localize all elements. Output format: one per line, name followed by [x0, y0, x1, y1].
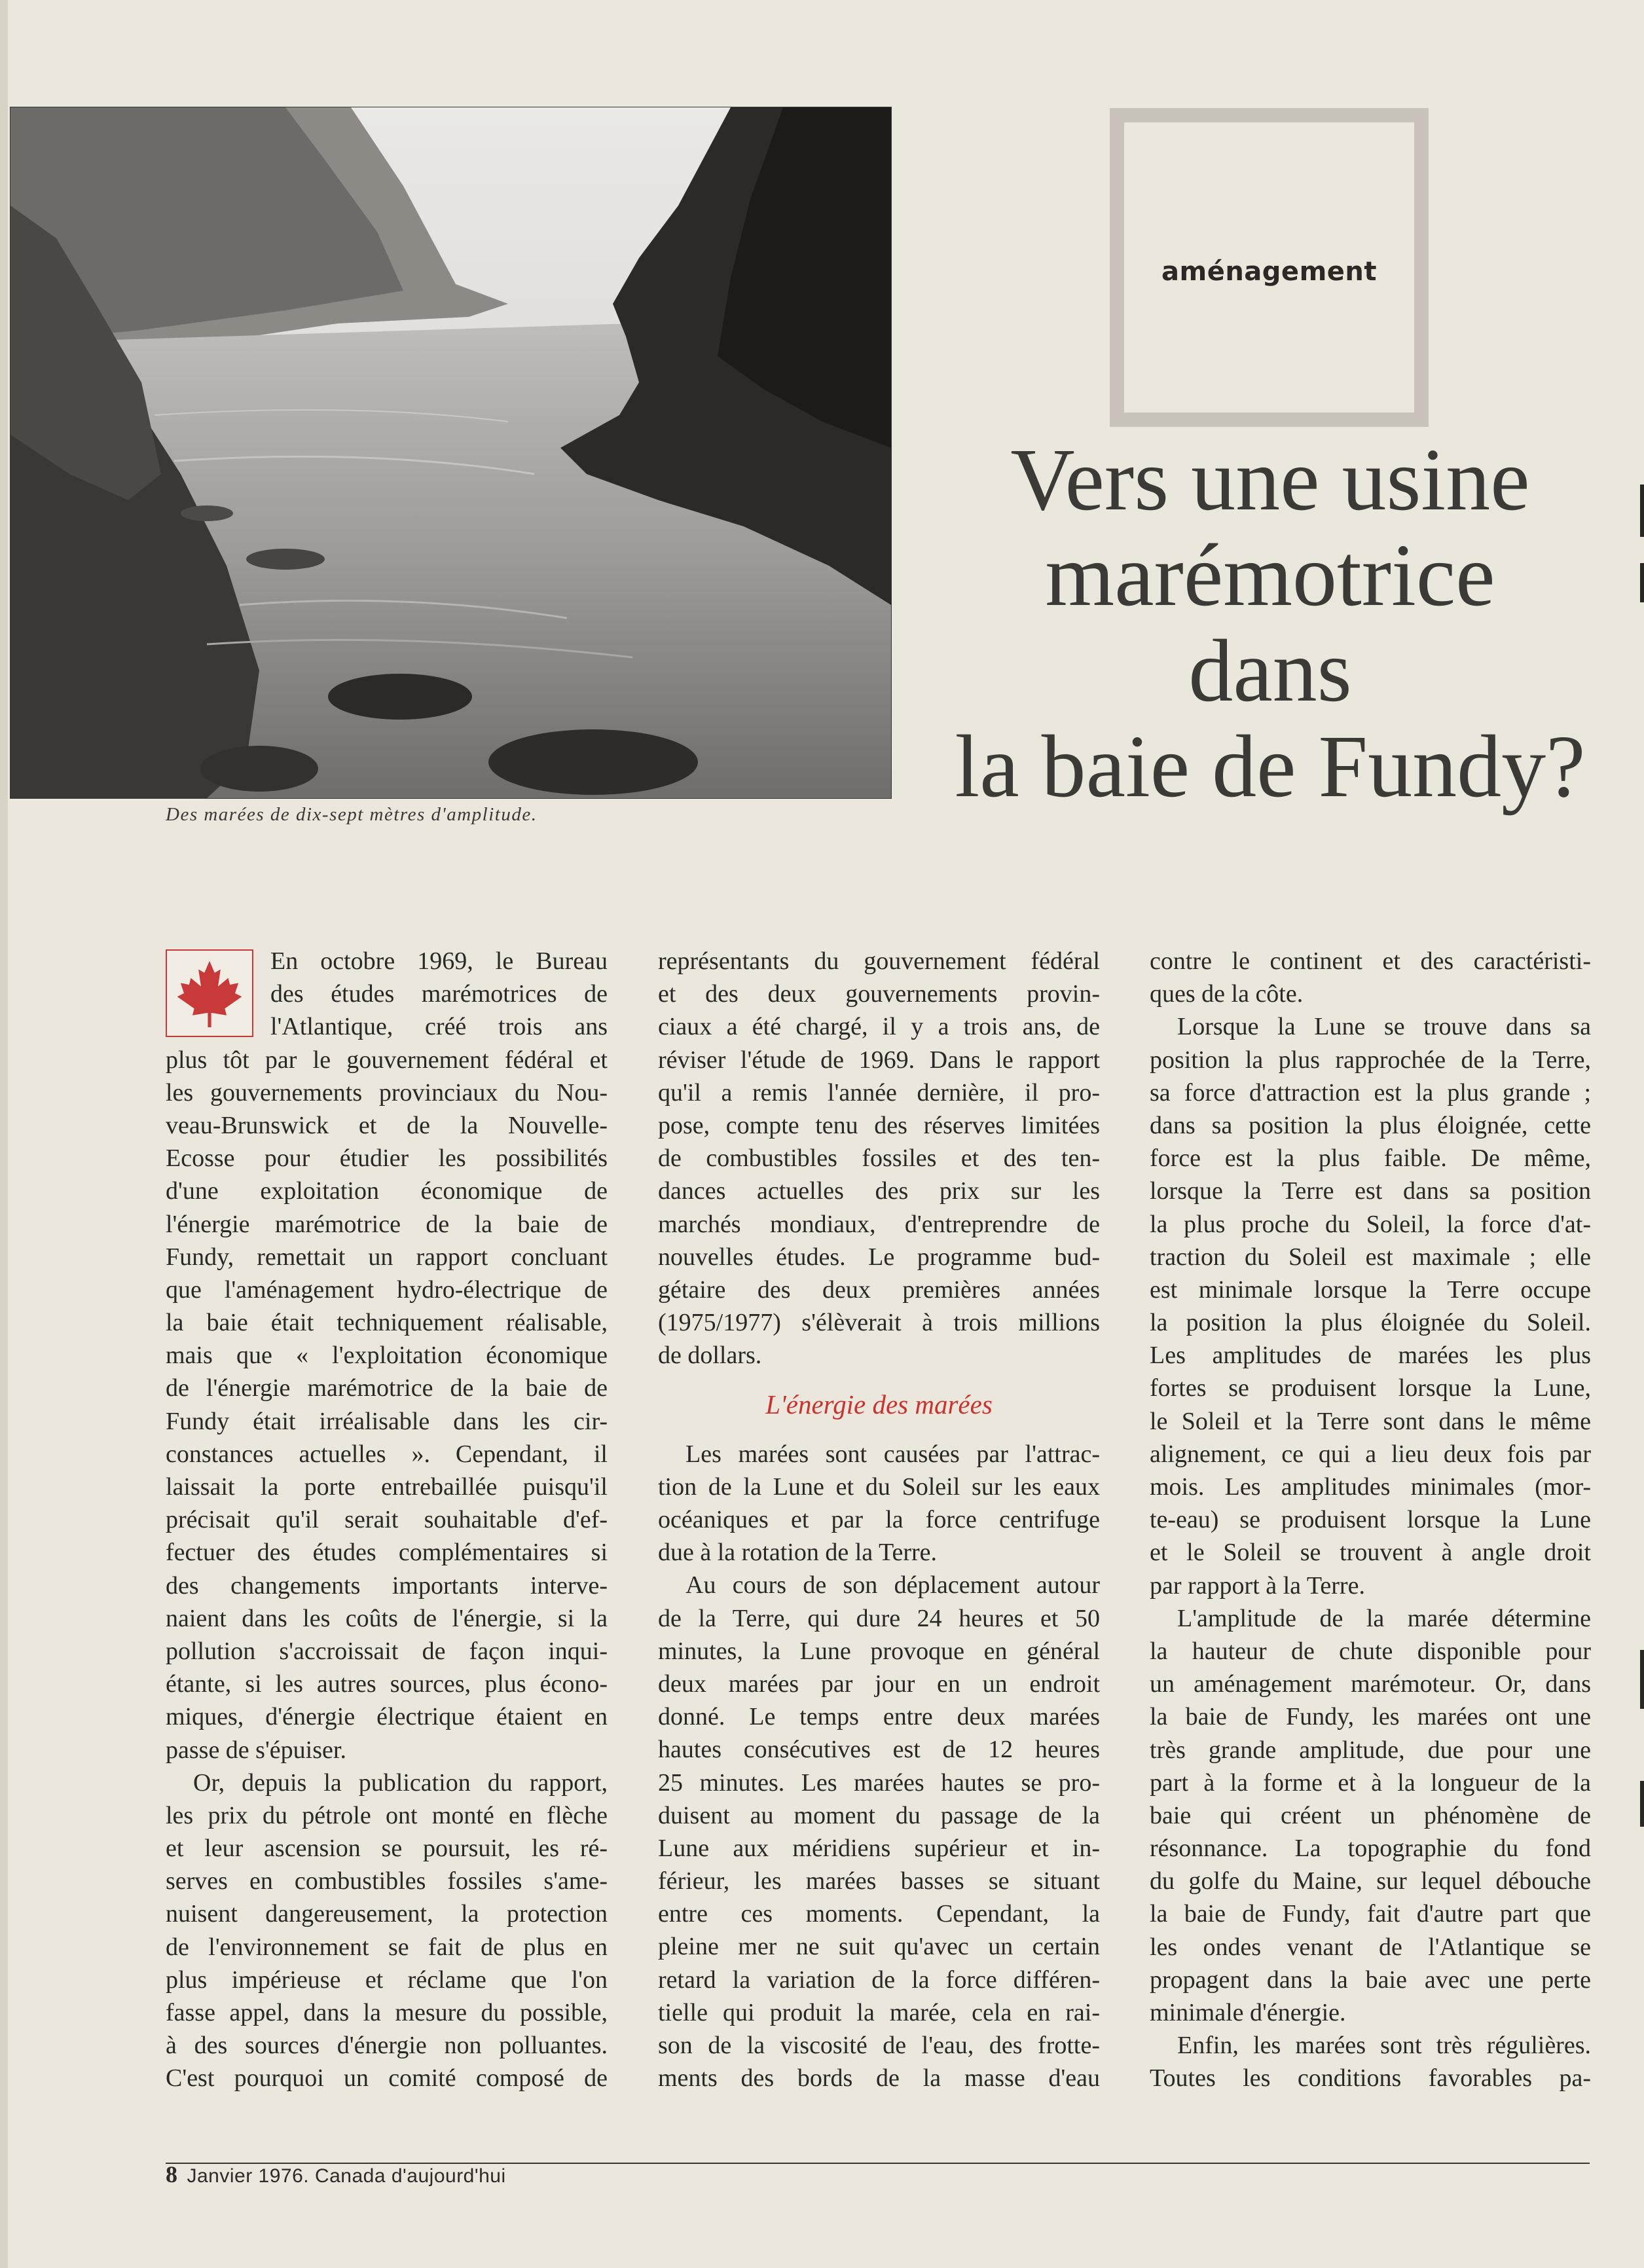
- body-text-line: ments des bords de la masse d'eau: [658, 2064, 1100, 2093]
- body-text-line: les gouvernements provinciaux du Nou-: [166, 1078, 608, 1107]
- body-text-line: pleine mer ne suit qu'avec un certain: [658, 1933, 1100, 1961]
- body-text-line: Or, depuis la publication du rapport,: [193, 1768, 608, 1797]
- article-column-3: [1150, 945, 1591, 2095]
- body-text-line: contre le continent et des caractéristi-: [1150, 947, 1591, 975]
- body-text-line: d'une exploitation économique de: [166, 1177, 608, 1205]
- body-text-line: lorsque la Terre est dans sa position: [1150, 1177, 1591, 1205]
- body-text-line: la baie de Fundy, fait d'autre part que: [1150, 1900, 1591, 1928]
- body-text-line: la position la plus éloignée du Soleil.: [1150, 1309, 1591, 1337]
- page-edge-mark: [1640, 485, 1644, 537]
- body-text-line: Ecosse pour étudier les possibilités: [166, 1144, 608, 1173]
- body-text-line: traction du Soleil est maximale ; elle: [1150, 1243, 1591, 1271]
- body-text-line: Fundy, remettait un rapport concluant: [166, 1243, 608, 1271]
- body-text-line: l'énergie marémotrice de la baie de: [166, 1210, 608, 1238]
- body-text-line: la baie était techniquement réalisable,: [166, 1309, 608, 1337]
- body-text-line: [658, 1421, 1100, 1438]
- body-text-line: du golfe du Maine, sur lequel débouche: [1150, 1867, 1591, 1895]
- body-text-line: gétaire des deux premières années: [658, 1275, 1100, 1304]
- body-text-line: mais que « l'exploitation économique: [166, 1342, 608, 1370]
- body-text-line: serves en combustibles fossiles s'ame-: [166, 1867, 608, 1895]
- body-text-line: le Soleil et la Terre sont dans le même: [1150, 1407, 1591, 1435]
- body-text-line: C'est pourquoi un comité composé de: [166, 2064, 608, 2093]
- title-line: Vers une usine: [1010, 431, 1530, 529]
- body-text-line: entre ces moments. Cependant, la: [658, 1900, 1100, 1928]
- body-text-line: la baie de Fundy, les marées ont une: [1150, 1703, 1591, 1731]
- title-line: la baie de Fundy?: [955, 718, 1586, 816]
- page-edge-mark: [1640, 1781, 1644, 1827]
- body-text-line: deux marées par jour en un endroit: [658, 1670, 1100, 1698]
- body-text-line: océaniques et par la force centrifuge: [658, 1506, 1100, 1533]
- page-footer: [166, 2161, 506, 2188]
- body-text-line: très grande amplitude, due pour une: [1150, 1736, 1591, 1764]
- body-text-line: position la plus rapprochée de la Terre,: [1150, 1046, 1591, 1074]
- body-text-line: les ondes venant de l'Atlantique se: [1150, 1933, 1591, 1961]
- body-text-line: force est la plus faible. De même,: [1150, 1144, 1591, 1173]
- body-text-line: miques, d'énergie électrique étaient en: [166, 1703, 608, 1731]
- body-text-line: ciaux a été chargé, il y a trois ans, de: [658, 1013, 1100, 1041]
- body-text-line: donné. Le temps entre deux marées: [658, 1703, 1100, 1731]
- body-text-line: fectuer des études complémentaires si: [166, 1539, 608, 1567]
- subheading: L'énergie des marées: [765, 1389, 993, 1420]
- body-text-line: Toutes les conditions favorables pa-: [1150, 2064, 1591, 2093]
- body-text-line: Fundy était irréalisable dans les cir-: [166, 1407, 608, 1435]
- body-text-line: que l'aménagement hydro-électrique de: [166, 1275, 608, 1304]
- body-text-line: plus tôt par le gouvernement fédéral et: [166, 1046, 608, 1074]
- body-text-line: te-eau) se produisent lorsque la Lune: [1150, 1506, 1591, 1534]
- body-text-line: minimale d'énergie.: [1150, 1999, 1346, 2026]
- body-text-line: qu'il a remis l'année dernière, il pro-: [658, 1078, 1100, 1107]
- coastal-photo: [10, 107, 892, 799]
- page-edge-mark: [1640, 1650, 1644, 1709]
- body-text-line: naient dans les coûts de l'énergie, si la: [166, 1604, 608, 1632]
- body-text-line: nuisent dangereusement, la protection: [166, 1900, 608, 1928]
- body-text-line: Lorsque la Lune se trouve dans sa: [1177, 1013, 1591, 1041]
- body-text-line: et leur ascension se poursuit, les ré-: [166, 1835, 608, 1863]
- article-title: [923, 432, 1617, 814]
- body-text-line: ques de la côte.: [1150, 980, 1304, 1008]
- body-text-line: par rapport à la Terre.: [1150, 1571, 1365, 1600]
- body-text-line: laissait la porte entrebaillée puisqu'il: [166, 1473, 608, 1501]
- body-text-line: de l'énergie marémotrice de la baie de: [166, 1374, 608, 1402]
- body-text-line: passe de s'épuiser.: [166, 1736, 346, 1764]
- body-text-line: la plus proche du Soleil, la force d'at-: [1150, 1210, 1591, 1238]
- body-text-line: hautes consécutives est de 12 heures: [658, 1736, 1100, 1764]
- body-text-line: et le Soleil se trouvent à angle droit: [1150, 1539, 1591, 1567]
- body-text-line: tion de la Lune et du Soleil sur les eaux: [658, 1472, 1100, 1501]
- body-text-line: les prix du pétrole ont monté en flèche: [166, 1801, 608, 1829]
- body-text-line: de l'environnement se fait de plus en: [166, 1933, 608, 1961]
- body-text-line: mois. Les amplitudes minimales (mor-: [1150, 1473, 1591, 1501]
- body-text-line: des changements importants interve-: [166, 1571, 608, 1600]
- body-text-line: résonnance. La topographie du fond: [1150, 1835, 1591, 1863]
- body-text-line: retard la variation de la force différen-: [658, 1966, 1100, 1994]
- body-text-line: des études marémotrices de: [270, 980, 608, 1008]
- body-text-line: son de la viscosité de l'eau, des frotte-: [658, 2032, 1100, 2059]
- body-text-line: duisent au moment du passage de la: [658, 1801, 1100, 1829]
- body-text-line: veau-Brunswick et de la Nouvelle-: [166, 1111, 608, 1139]
- page-edge: [0, 0, 8, 2268]
- section-box: [1110, 108, 1429, 427]
- body-text-line: marchés mondiaux, d'entreprendre de: [658, 1210, 1100, 1238]
- body-text-line: dances actuelles des prix sur les: [658, 1177, 1100, 1205]
- page-number: 8: [166, 2161, 178, 2187]
- body-text-line: est minimale lorsque la Terre occupe: [1150, 1275, 1591, 1304]
- body-text-line: nouvelles études. Le programme bud-: [658, 1243, 1100, 1271]
- body-text-line: alignement, ce qui a lieu deux fois par: [1150, 1440, 1591, 1468]
- article-column-1: [166, 945, 608, 2095]
- page-edge-mark: [1640, 563, 1644, 602]
- body-text-line: L'amplitude de la marée détermine: [1177, 1604, 1591, 1632]
- body-text-line: représentants du gouvernement fédéral: [658, 947, 1100, 975]
- body-text-line: constances actuelles ». Cependant, il: [166, 1440, 608, 1468]
- footer-text: Janvier 1976. Canada d'aujourd'hui: [187, 2165, 506, 2187]
- body-text-line: Les amplitudes de marées les plus: [1150, 1342, 1591, 1370]
- body-text-line: Enfin, les marées sont très régulières.: [1177, 2032, 1591, 2060]
- body-text-line: part à la forme et à la longueur de la: [1150, 1768, 1591, 1797]
- article-column-2: [658, 945, 1100, 2094]
- body-text-line: En octobre 1969, le Bureau: [270, 947, 608, 975]
- section-label: aménagement: [1161, 257, 1377, 287]
- body-text-line: [658, 1372, 1100, 1388]
- body-text-line: étante, si les autres sources, plus écono-: [166, 1670, 608, 1698]
- body-text-line: la hauteur de chute disponible pour: [1150, 1637, 1591, 1665]
- body-text-line: pollution s'accroissait de façon inqui-: [166, 1637, 608, 1665]
- body-text-line: de combustibles fossiles et des ten-: [658, 1144, 1100, 1173]
- body-text-line: fortes se produisent lorsque la Lune,: [1150, 1374, 1591, 1402]
- body-text-line: dans sa position la plus éloignée, cette: [1150, 1111, 1591, 1139]
- body-text-line: et des deux gouvernements provin-: [658, 980, 1100, 1008]
- photo-caption: Des marées de dix-sept mètres d'amplitude.: [166, 804, 538, 825]
- body-text-line: plus impérieuse et réclame que l'on: [166, 1966, 608, 1994]
- body-text-line: de la Terre, qui dure 24 heures et 50: [658, 1604, 1100, 1632]
- body-text-line: l'Atlantique, créé trois ans: [270, 1013, 608, 1041]
- body-text-line: fasse appel, dans la mesure du possible,: [166, 1999, 608, 2026]
- body-text-line: un aménagement marémoteur. Or, dans: [1150, 1670, 1591, 1698]
- body-text-line: pose, compte tenu des réserves limitées: [658, 1111, 1100, 1139]
- body-text-line: tielle qui produit la marée, cela en rai-: [658, 1998, 1100, 2026]
- body-text-line: Lune aux méridiens supérieur et in-: [658, 1834, 1100, 1862]
- body-text-line: minutes, la Lune provoque en général: [658, 1637, 1100, 1665]
- body-text-line: férieur, les marées basses se situant: [658, 1867, 1100, 1895]
- body-text-line: Les marées sont causées par l'attrac-: [685, 1440, 1100, 1468]
- title-line: dans: [1188, 622, 1352, 720]
- coastal-photo-image: [10, 107, 891, 798]
- title-line: marémotrice: [1045, 526, 1495, 625]
- body-text-line: (1975/1977) s'élèverait à trois millions: [658, 1309, 1100, 1337]
- body-text-line: à des sources d'énergie non polluantes.: [166, 2032, 608, 2060]
- body-text-line: propagent dans la baie avec une perte: [1150, 1966, 1591, 1994]
- body-text-line: Au cours de son déplacement autour: [685, 1571, 1100, 1600]
- body-text-line: due à la rotation de la Terre.: [658, 1539, 938, 1567]
- body-text-line: baie qui créent un phénomène de: [1150, 1801, 1591, 1829]
- body-text-line: réviser l'étude de 1969. Dans le rapport: [658, 1046, 1100, 1074]
- body-text-line: 25 minutes. Les marées hautes se pro-: [658, 1768, 1100, 1797]
- body-text-line: sa force d'attraction est la plus grande ;: [1150, 1078, 1591, 1107]
- body-text-line: précisait qu'il serait souhaitable d'ef-: [166, 1506, 608, 1534]
- body-text-line: de dollars.: [658, 1342, 762, 1370]
